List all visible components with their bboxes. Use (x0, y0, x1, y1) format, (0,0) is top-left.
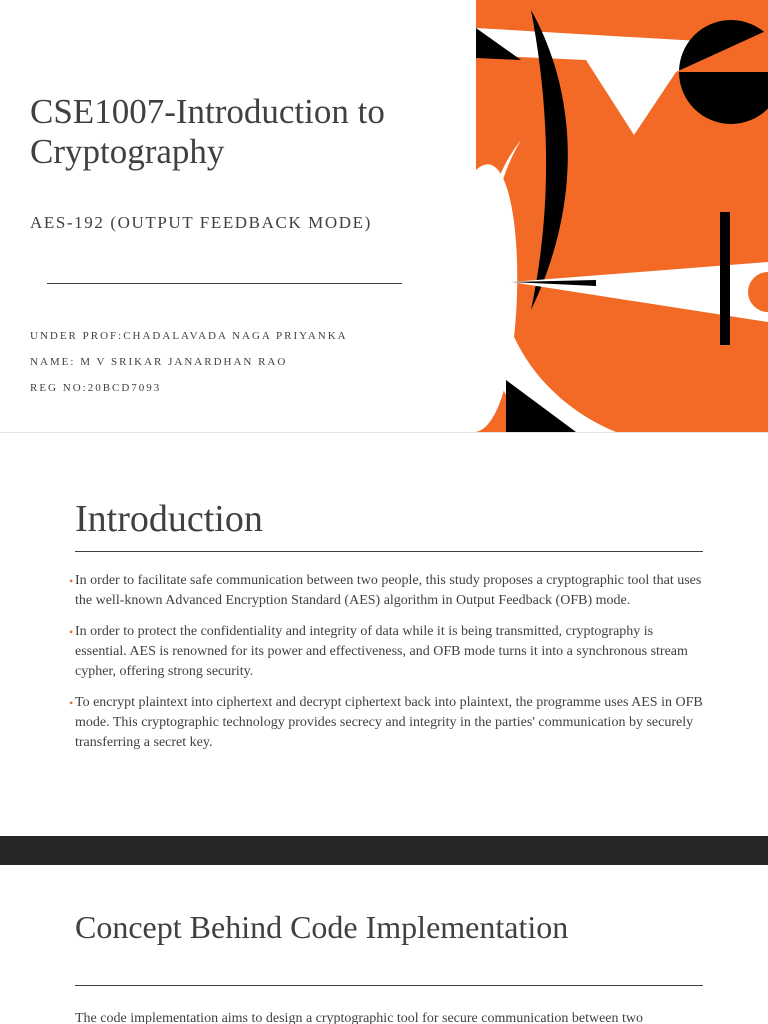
heading-divider (75, 985, 703, 986)
title-divider (47, 283, 402, 284)
registration-number-line: REG NO:20BCD7093 (30, 382, 162, 394)
bullet-icon: • (69, 625, 74, 639)
art-black-bar (720, 212, 730, 345)
slide-title: CSE1007-Introduction to Cryptography (30, 92, 385, 171)
introduction-bullet-list (69, 571, 705, 764)
bullet-text: In order to protect the confidentiality and integrity of data while it is being transmitted, cryptography is essential. AES is renowned for its power and effectiveness, and OFB mode turns it into a synchronous stream cypher, offering strong security. (75, 624, 688, 679)
list-item (69, 693, 705, 753)
list-item (69, 571, 705, 611)
concept-body-text: The code implementation aims to design a cryptographic tool for secure communication between two (75, 1011, 643, 1024)
student-name-line: NAME: M V SRIKAR JANARDHAN RAO (30, 356, 288, 368)
concept-slide (0, 865, 768, 1024)
list-item (69, 622, 705, 682)
bullet-icon: • (69, 696, 74, 710)
slide-divider-band (0, 836, 768, 865)
bullet-text: In order to facilitate safe communication between two people, this study proposes a cryptographic tool that uses the well-known Advanced Encryption Standard (AES) algorithm in Output Feedback (OFB) mode. (75, 573, 702, 608)
professor-line: UNDER PROF:CHADALAVADA NAGA PRIYANKA (30, 330, 348, 342)
slide-subtitle: AES-192 (OUTPUT FEEDBACK MODE) (30, 213, 372, 232)
introduction-slide (0, 433, 768, 836)
bullet-icon: • (69, 574, 74, 588)
bullet-text: To encrypt plaintext into ciphertext and decrypt ciphertext back into plaintext, the programme uses AES in OFB mode. This cryptographic technology provides secrecy and integrity in the parties' communication by securely transferring a secret key. (75, 695, 703, 750)
concept-heading: Concept Behind Code Implementation (75, 909, 569, 945)
title-slide (0, 0, 768, 432)
heading-divider (75, 551, 703, 552)
abstract-art-image (476, 0, 768, 432)
introduction-heading: Introduction (75, 498, 263, 540)
